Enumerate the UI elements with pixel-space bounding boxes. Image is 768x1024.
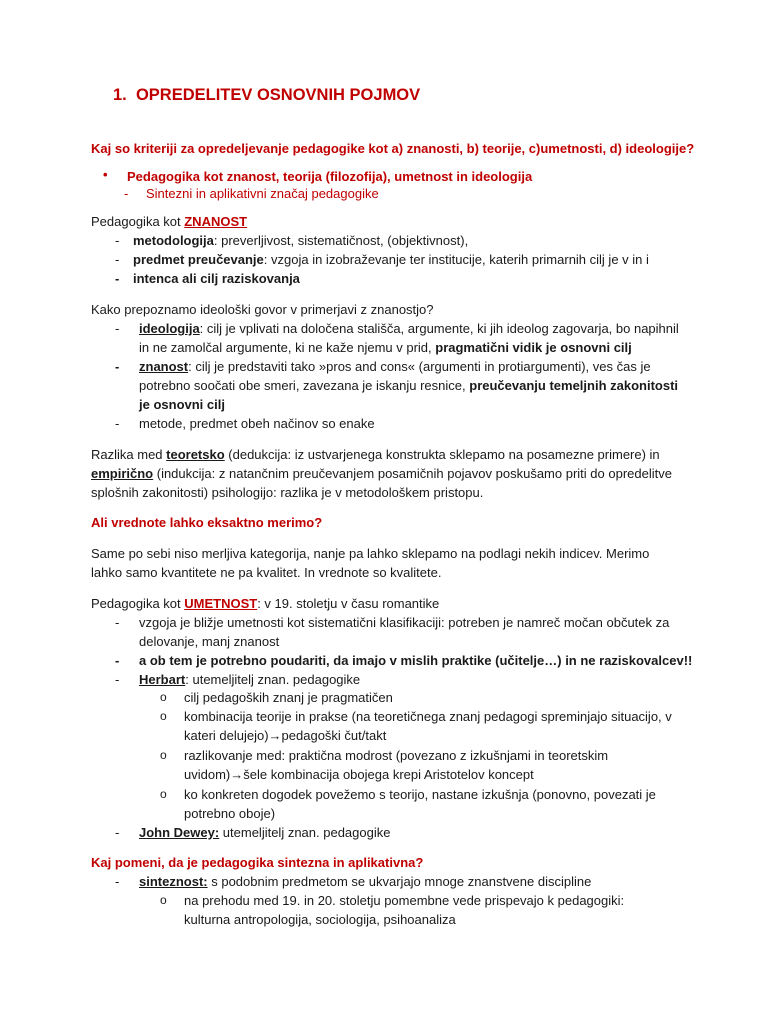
znanost-item-line2: potrebno soočati obe smeri, zavezana je iskanju resnice, preučevanju temeljnih zakonitosti bbox=[139, 378, 679, 393]
herbart-keyword: Herbart bbox=[139, 672, 186, 687]
znanost-keyword: ZNANOST bbox=[184, 214, 248, 229]
sub-bullet-sintezni: Sintezni in aplikativni značaj pedagogike bbox=[146, 186, 379, 201]
znanost-item-line1: znanost: cilj je predstaviti tako »pros and cons« (argumenti in protiargumenti), ves čas je bbox=[139, 359, 651, 374]
razlika-line3: splošnih zakonitosti) psihologijo: razlika je v metodološkem pristopu. bbox=[91, 485, 484, 500]
dash-marker: - bbox=[115, 233, 120, 248]
dash-marker: - bbox=[115, 825, 120, 840]
ideology-item-line2: in ne zamolčal argumente, ki ne kaže njemu v prid, pragmatični vidik je osnovni cilj bbox=[139, 340, 632, 355]
circle-marker: o bbox=[160, 690, 167, 704]
dewey-keyword: John Dewey: bbox=[139, 825, 220, 840]
znanost-item-metodologija: metodologija: preverljivost, sistematičnost, (objektivnost), bbox=[133, 233, 469, 248]
herbart-sub-item: kombinacija teorije in prakse (na teoretičnega znanj pedagogi spreminjajo situacijo, v bbox=[184, 709, 672, 724]
herbart-sub-item: cilj pedagoških znanj je pragmatičen bbox=[184, 690, 393, 705]
teoretsko-keyword: teoretsko bbox=[166, 447, 225, 462]
herbart-sub-item: ko konkreten dogodek povežemo s teorijo, nastane izkušnja (ponovno, povezati je bbox=[184, 787, 656, 802]
question-criteria: Kaj so kriteriji za opredeljevanje pedagogike kot a) znanosti, b) teorije, c)umetnosti, d) ideologije? bbox=[91, 141, 695, 156]
sinteznost-sub-line2: kulturna antropologija, sociologija, psihoanaliza bbox=[184, 912, 456, 927]
dash-marker: - bbox=[115, 252, 120, 267]
herbart-sub-item: razlikovanje med: praktična modrost (povezano z izkušnjami in teoretskim bbox=[184, 748, 609, 763]
umetnost-keyword: UMETNOST bbox=[184, 596, 258, 611]
sub-dash-marker: - bbox=[124, 186, 129, 201]
heading-number: 1. bbox=[113, 86, 127, 104]
umetnost-item1-line2: delovanje, manj znanost bbox=[139, 634, 280, 649]
herbart-item: Herbart: utemeljitelj znan. pedagogike bbox=[139, 672, 361, 687]
dash-marker: - bbox=[115, 416, 120, 431]
section-heading bbox=[113, 86, 420, 105]
metode-item: metode, predmet obeh načinov so enake bbox=[139, 416, 375, 431]
question-vrednote: Ali vrednote lahko eksaktno merimo? bbox=[91, 515, 323, 530]
razlika-line1: Razlika med teoretsko (dedukcija: iz ustvarjenega konstrukta sklepamo na posamezne primere) in bbox=[91, 447, 660, 462]
dash-marker: - bbox=[115, 653, 120, 668]
bullet-marker: • bbox=[103, 167, 108, 182]
znanost-intro: Pedagogika kot ZNANOST bbox=[91, 214, 248, 229]
circle-marker: o bbox=[160, 709, 167, 723]
razlika-line2: empirično (indukcija: z natančnim preučevanjem posamičnih pojavov poskušamo priti do opredelitve bbox=[91, 466, 672, 481]
umetnost-item2: a ob tem je potrebno poudariti, da imajo v mislih praktike (učitelje…) in ne raziskovalcev!! bbox=[139, 653, 693, 668]
vrednote-line2: lahko samo kvantitete ne pa kvalitet. In vrednote so kvalitete. bbox=[91, 565, 442, 580]
empiricno-keyword: empirično bbox=[91, 466, 154, 481]
znanost-item-line3: je osnovni cilj bbox=[139, 397, 225, 412]
dewey-item: John Dewey: utemeljitelj znan. pedagogike bbox=[139, 825, 391, 840]
dash-marker: - bbox=[115, 321, 120, 336]
dash-marker: - bbox=[115, 672, 120, 687]
dash-marker: - bbox=[115, 874, 120, 889]
circle-marker: o bbox=[160, 893, 167, 907]
ideologija-keyword: ideologija bbox=[139, 321, 200, 336]
herbart-sub-item-cont: uvidom)→šele kombinacija obojega krepi Aristotelov koncept bbox=[184, 767, 534, 782]
question-sintezna: Kaj pomeni, da je pedagogika sintezna in aplikativna? bbox=[91, 855, 424, 870]
dash-marker: - bbox=[115, 615, 120, 630]
heading-title: OPREDELITEV OSNOVNIH POJMOV bbox=[135, 86, 421, 104]
circle-marker: o bbox=[160, 787, 167, 801]
umetnost-item1-line1: vzgoja je bližje umetnosti kot sistematični klasifikaciji: potreben je namreč močan občutek za bbox=[139, 615, 670, 630]
znanost-keyword-2: znanost bbox=[139, 359, 189, 374]
herbart-sub-item-cont: potrebno oboje) bbox=[184, 806, 276, 821]
umetnost-intro: Pedagogika kot UMETNOST: v 19. stoletju v času romantike bbox=[91, 596, 440, 611]
circle-marker: o bbox=[160, 748, 167, 762]
sinteznost-keyword: sinteznost: bbox=[139, 874, 208, 889]
znanost-item-intenca: intenca ali cilj raziskovanja bbox=[133, 271, 300, 286]
sinteznost-sub-line1: na prehodu med 19. in 20. stoletju pomembne vede prispevajo k pedagogiki: bbox=[184, 893, 625, 908]
sinteznost-item: sinteznost: s podobnim predmetom se ukvarjajo mnoge znanstvene discipline bbox=[139, 874, 592, 889]
dash-marker: - bbox=[115, 271, 120, 286]
vrednote-line1: Same po sebi niso merljiva kategorija, nanje pa lahko sklepamo na podlagi nekih indicev. Merimo bbox=[91, 546, 650, 561]
bullet-pedagogika: Pedagogika kot znanost, teorija (filozofija), umetnost in ideologija bbox=[127, 169, 533, 184]
herbart-sub-item-cont: kateri delujejo)→pedagoški čut/takt bbox=[184, 728, 387, 743]
ideology-item-line1: ideologija: cilj je vplivati na določena stališča, argumente, ki jih ideolog zagovarja, bo napihnil bbox=[139, 321, 679, 336]
ideology-question: Kako prepoznamo ideološki govor v primerjavi z znanostjo? bbox=[91, 302, 434, 317]
znanost-item-predmet: predmet preučevanje: vzgoja in izobraževanje ter institucije, katerih primarnih cilj je v in i bbox=[133, 252, 649, 267]
dash-marker: - bbox=[115, 359, 120, 374]
